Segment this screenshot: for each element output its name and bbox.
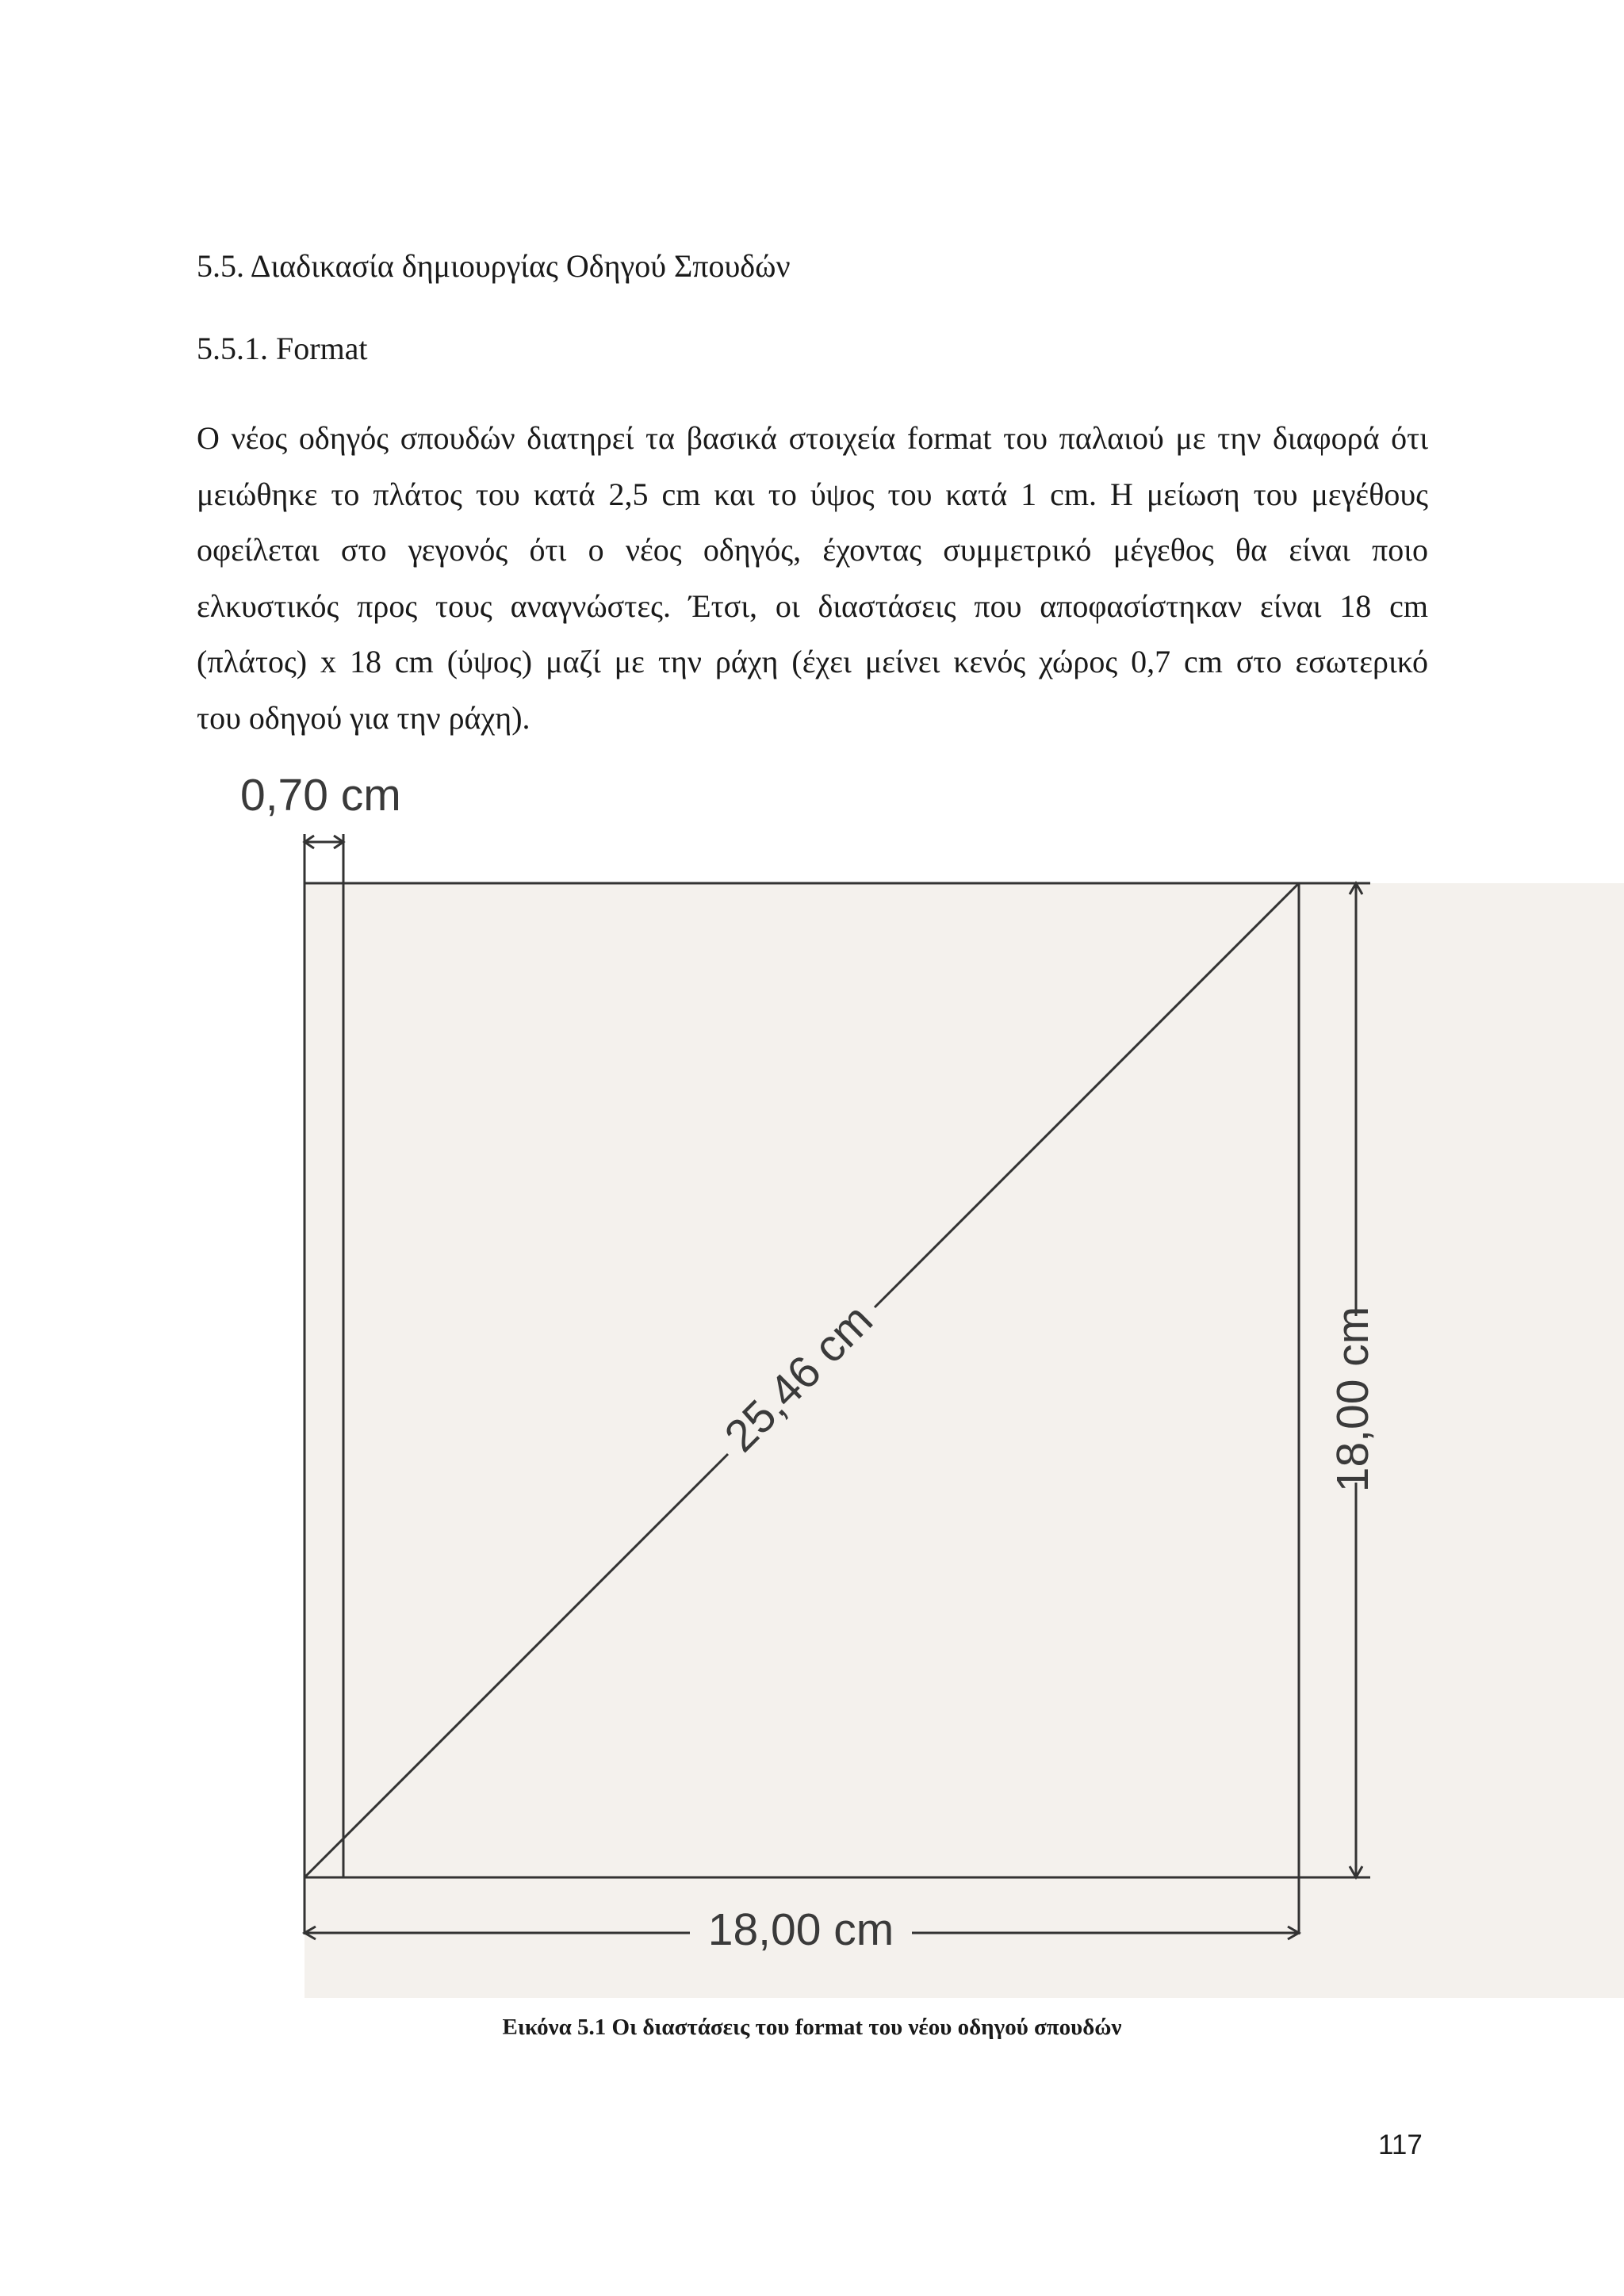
- paragraph-line: (πλάτος) x 18 cm (ύψος) μαζί με την ράχη (έχει μείνει κενός χώρος 0,7 cm στο εσωτερικό: [197, 644, 1428, 679]
- page-area: [304, 883, 1624, 1998]
- paragraph-line: ελκυστικός προς τους αναγνώστες. Έτσι, οι διαστάσεις που αποφασίστηκαν είναι 18 cm: [197, 587, 1428, 624]
- page-number: 117: [1378, 2130, 1423, 2160]
- format-diagram-svg: [0, 761, 1624, 1998]
- diagonal-length-label: 25,46 cm: [714, 1294, 883, 1462]
- paragraph-line: του οδηγού για την ράχη).: [197, 699, 530, 736]
- body-paragraph: [197, 411, 1428, 746]
- paragraph-line: Ο νέος οδηγός σπουδών διατηρεί τα βασικά στοιχεία format του παλαιού με την διαφορά ότι: [197, 420, 1428, 456]
- section-heading: 5.5. Διαδικασία δημιουργίας Οδηγού Σπουδών: [197, 248, 791, 284]
- format-diagram: [0, 761, 1624, 1998]
- height-label: 18,00 cm: [1327, 1306, 1379, 1493]
- figure-caption: Εικόνα 5.1 Οι διαστάσεις του format του νέου οδηγού σπουδών: [502, 2015, 1122, 2040]
- width-label: 18,00 cm: [707, 1904, 894, 1956]
- subsection-heading: 5.5.1. Format: [197, 331, 368, 366]
- spine-width-label: 0,70 cm: [240, 770, 401, 821]
- paragraph-line: μειώθηκε το πλάτος του κατά 2,5 cm και το ύψος του κατά 1 cm. Η μείωση του μεγέθους: [197, 476, 1428, 512]
- paragraph-line: οφείλεται στο γεγονός ότι ο νέος οδηγός, έχοντας συμμετρικό μέγεθος θα είναι ποιο: [197, 532, 1428, 568]
